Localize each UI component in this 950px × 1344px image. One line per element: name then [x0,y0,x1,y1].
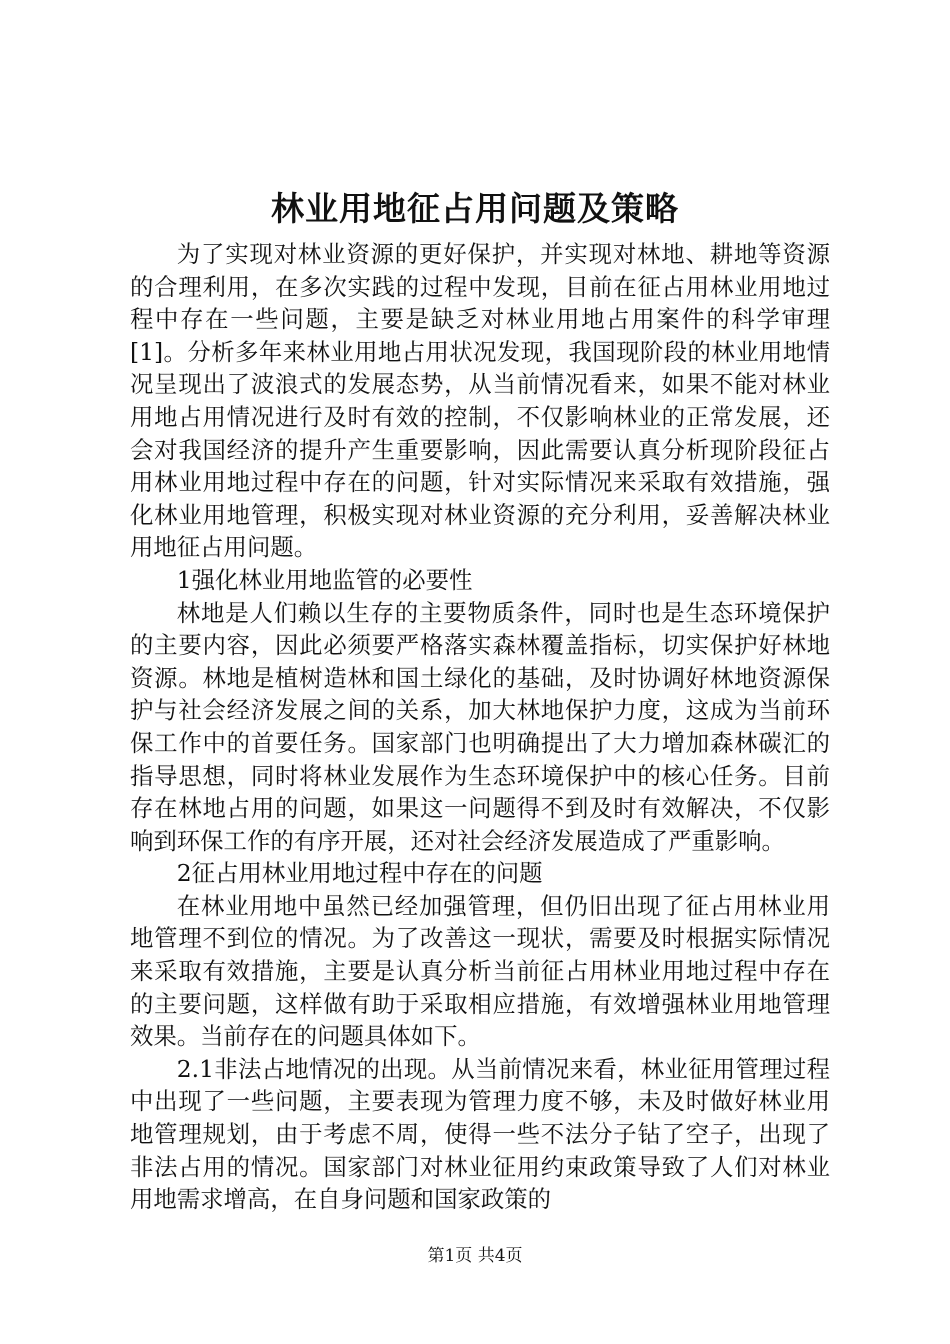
page-number-footer: 第1页 共4页 [427,1246,523,1266]
paragraph-section-2-1: 2.1非法占地情况的出现。从当前情况来看，林业征用管理过程中出现了一些问题，主要表现为管理力度不够，未及时做好林业用地管理规划，由于考虑不周，使得一些不法分子钻了空子，出现了非法占用的情况。国家部门对林业征用约束政策导致了人们对林业用地需求增高，在自身问题和国家政策的 [130,1054,830,1214]
document-title: 林业用地征占用问题及策略 [271,189,679,228]
paragraph-section-2: 在林业用地中虽然已经加强管理，但仍旧出现了征占用林业用地管理不到位的情况。为了改善这一现状，需要及时根据实际情况来采取有效措施，主要是认真分析当前征占用林业用地过程中存在的主要问题，这样做有助于采取相应措施，有效增强林业用地管理效果。当前存在的问题具体如下。 [130,891,830,1051]
paragraph-intro: 为了实现对林业资源的更好保护，并实现对林地、耕地等资源的合理利用，在多次实践的过程中发现，目前在征占用林业用地过程中存在一些问题，主要是缺乏对林业用地占用案件的科学审理[1]。分析多年来林业用地占用状况发现，我国现阶段的林业用地情况呈现出了波浪式的发展态势，从当前情况看来，如果不能对林业用地占用情况进行及时有效的控制，不仅影响林业的正常发展，还会对我国经济的提升产生重要影响，因此需要认真分析现阶段征占用林业用地过程中存在的问题，针对实际情况来采取有效措施，强化林业用地管理，积极实现对林业资源的充分利用，妥善解决林业用地征占用问题。 [130,240,830,562]
document-body [130,238,830,1216]
section-heading-2: 2征占用林业用地过程中存在的问题 [176,859,543,888]
section-heading-1: 1强化林业用地监管的必要性 [176,565,473,594]
paragraph-section-1: 林地是人们赖以生存的主要物质条件，同时也是生态环境保护的主要内容，因此必须要严格落实森林覆盖指标，切实保护好林地资源。林地是植树造林和国土绿化的基础，及时协调好林地资源保护与社会经济发展之间的关系，加大林地保护力度，这成为当前环保工作中的首要任务。国家部门也明确提出了大力增加森林碳汇的指导思想，同时将林业发展作为生态环境保护中的核心任务。目前存在林地占用的问题，如果这一问题得不到及时有效解决，不仅影响到环保工作的有序开展，还对社会经济发展造成了严重影响。 [130,598,830,855]
